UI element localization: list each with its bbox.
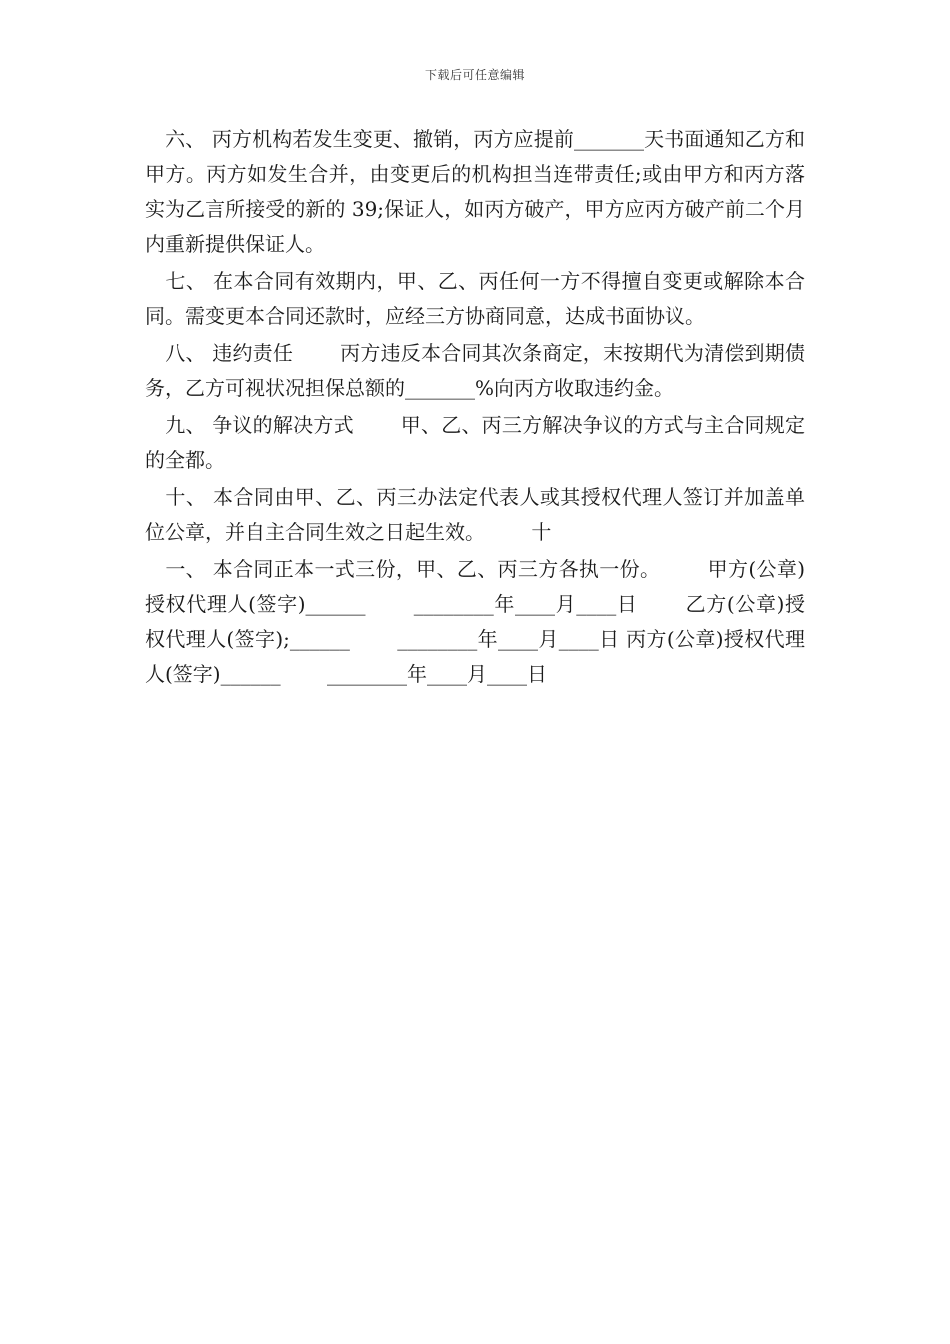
clause-6 xyxy=(145,122,805,262)
clause-9-text: 九、 争议的解决方式 甲、乙、丙三方解决争议的方式与主合同规定的全都。 xyxy=(145,413,805,472)
clause-6-text: 六、 丙方机构若发生变更、撤销，丙方应提前_______天书面通知乙方和甲方。丙方如发生合并，由变更后的机构担当连带责任;或由甲方和丙方落实为乙言所接受的新的 39;保证人，如丙方破产，甲方应丙方破产前二个月内重新提供保证人。 xyxy=(145,127,805,256)
clause-8 xyxy=(145,336,805,406)
clause-10 xyxy=(145,480,805,550)
page-header-note: 下载后可任意编辑 xyxy=(424,68,525,82)
clause-11-text: 一、 本合同正本一式三份，甲、乙、丙三方各执一份。 甲方(公章)授权代理人(签字)______ ________年____月____日 乙方(公章)授权代理人(签字);______ ________年____月____日 丙方(公章)授权代理人(签字)______ ________年____月____日 xyxy=(145,557,805,686)
clause-8-text: 八、 违约责任 丙方违反本合同其次条商定，末按期代为清偿到期债务，乙方可视状况担保总额的_______%向丙方收取违约金。 xyxy=(145,341,805,400)
clause-10-text: 十、 本合同由甲、乙、丙三办法定代表人或其授权代理人签订并加盖单位公章，并自主合同生效之日起生效。 十 xyxy=(145,485,805,544)
clause-7-text: 七、 在本合同有效期内，甲、乙、丙任何一方不得擅自变更或解除本合同。需变更本合同还款时，应经三方协商同意，达成书面协议。 xyxy=(145,269,805,328)
clause-7 xyxy=(145,264,805,334)
contract-body xyxy=(145,122,805,694)
clause-11 xyxy=(145,552,805,692)
clause-9 xyxy=(145,408,805,478)
